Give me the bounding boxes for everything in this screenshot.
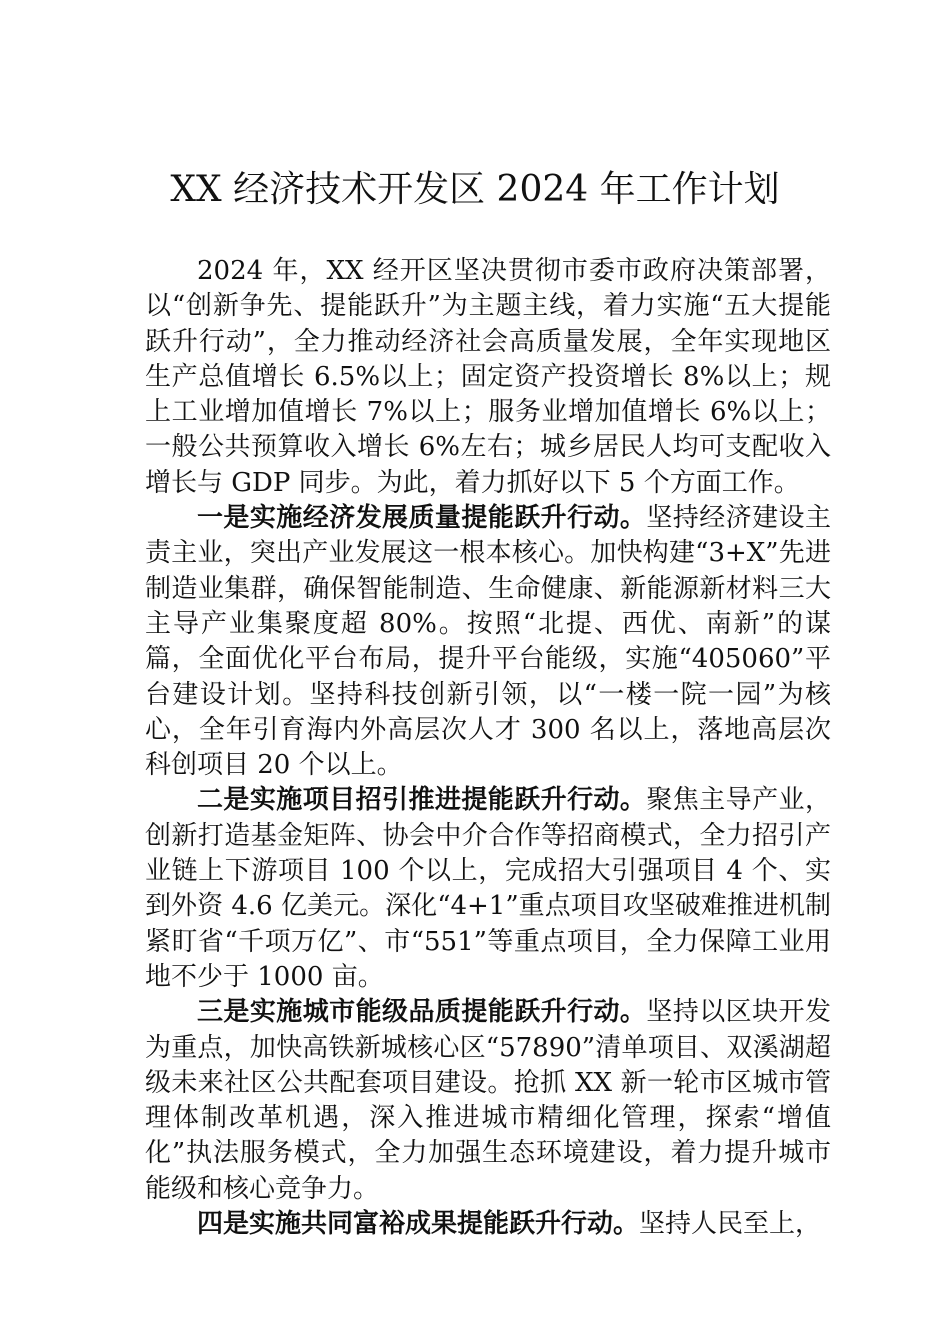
section-lead-3: 三是实施城市能级品质提能跃升行动。	[197, 997, 647, 1028]
document-body	[145, 254, 831, 1242]
intro-paragraph: 2024 年，XX 经开区坚决贯彻市委市政府决策部署，以“创新争先、提能跃升”为主题主线，着力实施“五大提能跃升行动”，全力推动经济社会高质量发展，全年实现地区生产总值增长 6.5%以上；固定资产投资增长 8%以上；规上工业增加值增长 7%以上；服务业增加值增长 6%以上；一般公共预算收入增长 6%左右；城乡居民人均可支配收入增长与 GDP 同步。为此，着力抓好以下 5 个方面工作。	[145, 256, 831, 498]
section-lead-2: 二是实施项目招引推进提能跃升行动。	[197, 785, 647, 816]
section-text-4: 坚持人民至上，	[639, 1209, 822, 1240]
section-paragraph-2	[145, 783, 831, 995]
section-text-2: 聚焦主导产业，创新打造基金矩阵、协会中介合作等招商模式，全力招引产业链上下游项目 100 个以上，完成招大引强项目 4 个、实到外资 4.6 亿美元。深化“4+1”重点项目攻坚破难推进机制紧盯省“千项万亿”、市“551”等重点项目，全力保障工业用地不少于 1000 亩。	[145, 785, 831, 992]
section-lead-4: 四是实施共同富裕成果提能跃升行动。	[197, 1209, 640, 1240]
section-paragraph-4	[145, 1207, 831, 1242]
section-text-1: 坚持经济建设主责主业，突出产业发展这一根本核心。加快构建“3+X”先进制造业集群，确保智能制造、生命健康、新能源新材料三大主导产业集聚度超 80%。按照“北提、西优、南新”的谋篇，全面优化平台布局，提升平台能级，实施“405060”平台建设计划。坚持科技创新引领，以“一楼一院一园”为核心，全年引育海内外高层次人才 300 名以上，落地高层次科创项目 20 个以上。	[145, 503, 831, 781]
document-title: XX 经济技术开发区 2024 年工作计划	[170, 169, 780, 210]
section-text-3: 坚持以区块开发为重点，加快高铁新城核心区“57890”清单项目、双溪湖超级未来社区公共配套项目建设。抢抓 XX 新一轮市区城市管理体制改革机遇，深入推进城市精细化管理，探索“增值化”执法服务模式，全力加强生态环境建设，着力提升城市能级和核心竞争力。	[145, 997, 831, 1204]
section-paragraph-1	[145, 501, 831, 783]
section-lead-1: 一是实施经济发展质量提能跃升行动。	[197, 503, 647, 534]
section-paragraph-3	[145, 995, 831, 1207]
